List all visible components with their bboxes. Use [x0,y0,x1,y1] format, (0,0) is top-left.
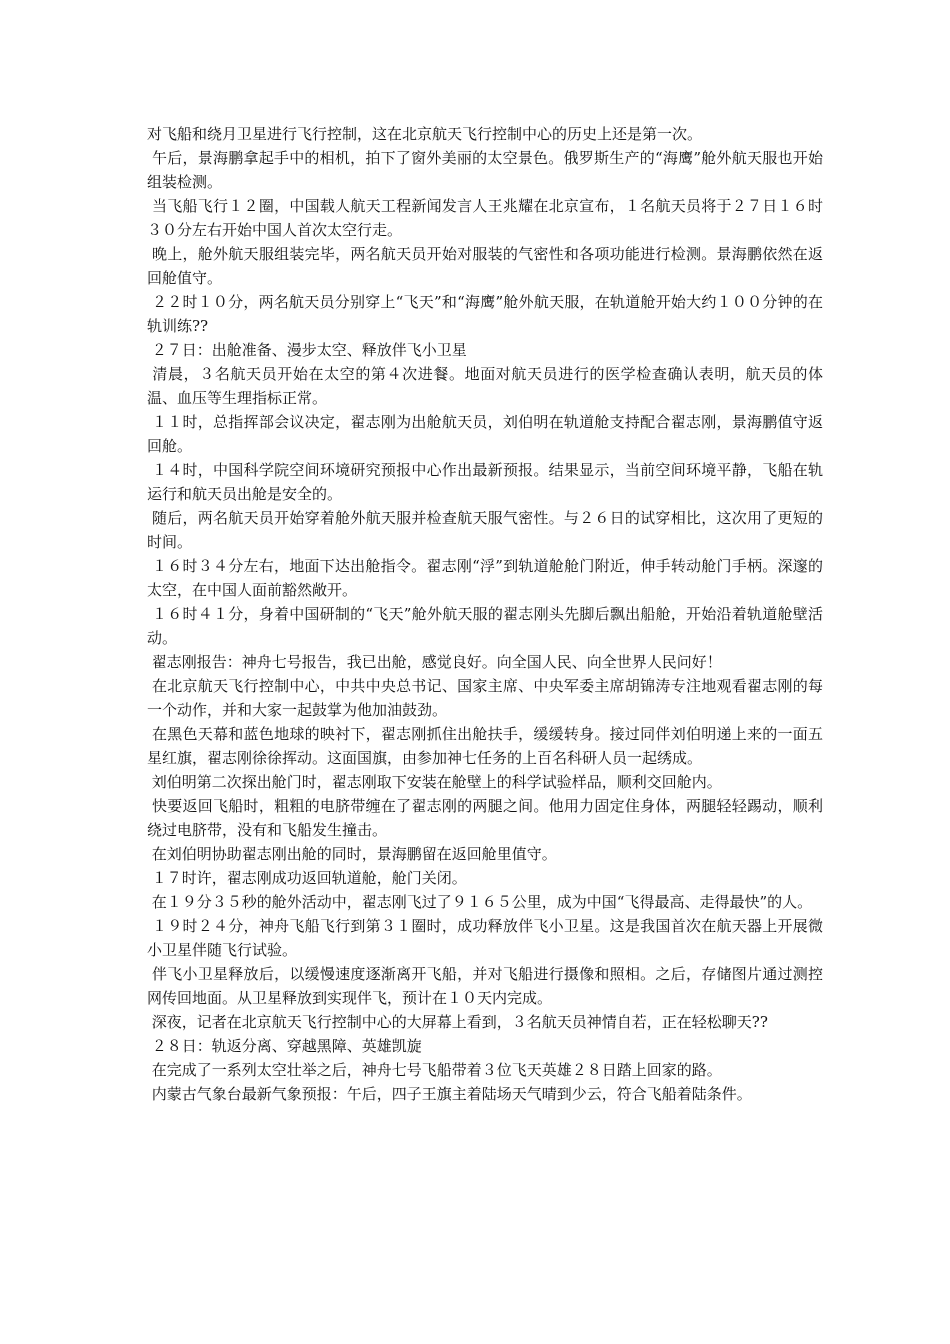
paragraph: 晚上，舱外航天服组装完毕，两名航天员开始对服装的气密性和各项功能进行检测。景海鹏依然在返回舱值守。 [147,245,823,287]
paragraph: １４时，中国科学院空间环境研究预报中心作出最新预报。结果显示，当前空间环境平静，飞船在轨运行和航天员出舱是安全的。 [147,461,823,503]
paragraph: 刘伯明第二次探出舱门时，翟志刚取下安装在舱壁上的科学试验样品，顺利交回舱内。 [147,773,722,791]
paragraph: 快要返回飞船时，粗粗的电脐带缠在了翟志刚的两腿之间。他用力固定住身体，两腿轻轻踢动，顺利绕过电脐带，没有和飞船发生撞击。 [147,797,823,839]
paragraph: 对飞船和绕月卫星进行飞行控制，这在北京航天飞行控制中心的历史上还是第一次。 [147,125,703,143]
section-heading: ２８日：轨返分离、穿越黑障、英雄凯旋 [147,1037,422,1055]
paragraph: 午后，景海鹏拿起手中的相机，拍下了窗外美丽的太空景色。俄罗斯生产的“海鹰”舱外航天服也开始组装检测。 [147,149,823,191]
paragraph: ２２时１０分，两名航天员分别穿上“飞天”和“海鹰”舱外航天服，在轨道舱开始大约１００分钟的在轨训练?? [147,293,823,335]
paragraph: １６时３４分左右，地面下达出舱指令。翟志刚“浮”到轨道舱舱门附近，伸手转动舱门手柄。深邃的太空，在中国人面前豁然敞开。 [147,557,823,599]
paragraph: 随后，两名航天员开始穿着舱外航天服并检查航天服气密性。与２６日的试穿相比，这次用了更短的时间。 [147,509,823,551]
paragraph: 在刘伯明协助翟志刚出舱的同时，景海鹏留在返回舱里值守。 [147,845,557,863]
paragraph: 在完成了一系列太空壮举之后，神舟七号飞船带着３位飞天英雄２８日踏上回家的路。 [147,1061,722,1079]
paragraph: 清晨，３名航天员开始在太空的第４次进餐。地面对航天员进行的医学检查确认表明，航天员的体温、血压等生理指标正常。 [147,365,823,407]
paragraph: １７时许，翟志刚成功返回轨道舱，舱门关闭。 [147,869,467,887]
paragraph: 当飞船飞行１２圈，中国载人航天工程新闻发言人王兆耀在北京宣布，１名航天员将于２７日１６时３０分左右开始中国人首次太空行走。 [147,197,823,239]
document-body [147,122,823,1106]
paragraph: 翟志刚报告：神舟七号报告，我已出舱，感觉良好。向全国人民、向全世界人民问好！ [147,653,722,671]
paragraph: 在黑色天幕和蓝色地球的映衬下，翟志刚抓住出舱扶手，缓缓转身。接过同伴刘伯明递上来的一面五星红旗，翟志刚徐徐挥动。这面国旗，由参加神七任务的上百名科研人员一起绣成。 [147,725,823,767]
paragraph: １９时２４分，神舟飞船飞行到第３１圈时，成功释放伴飞小卫星。这是我国首次在航天器上开展微小卫星伴随飞行试验。 [147,917,823,959]
section-heading: ２７日：出舱准备、漫步太空、释放伴飞小卫星 [147,341,467,359]
paragraph: １６时４１分，身着中国研制的“飞天”舱外航天服的翟志刚头先脚后飘出船舱，开始沿着轨道舱壁活动。 [147,605,823,647]
paragraph: 在北京航天飞行控制中心，中共中央总书记、国家主席、中央军委主席胡锦涛专注地观看翟志刚的每一个动作，并和大家一起鼓掌为他加油鼓劲。 [147,677,823,719]
paragraph: １１时，总指挥部会议决定，翟志刚为出舱航天员，刘伯明在轨道舱支持配合翟志刚，景海鹏值守返回舱。 [147,413,823,455]
paragraph: 深夜，记者在北京航天飞行控制中心的大屏幕上看到，３名航天员神情自若，正在轻松聊天?? [147,1013,768,1031]
paragraph: 在１９分３５秒的舱外活动中，翟志刚飞过了９１６５公里，成为中国“飞得最高、走得最快”的人。 [147,893,813,911]
paragraph: 伴飞小卫星释放后，以缓慢速度逐渐离开飞船，并对飞船进行摄像和照相。之后，存储图片通过测控网传回地面。从卫星释放到实现伴飞，预计在１０天内完成。 [147,965,823,1007]
paragraph: 内蒙古气象台最新气象预报：午后，四子王旗主着陆场天气晴到少云，符合飞船着陆条件。 [147,1085,752,1103]
